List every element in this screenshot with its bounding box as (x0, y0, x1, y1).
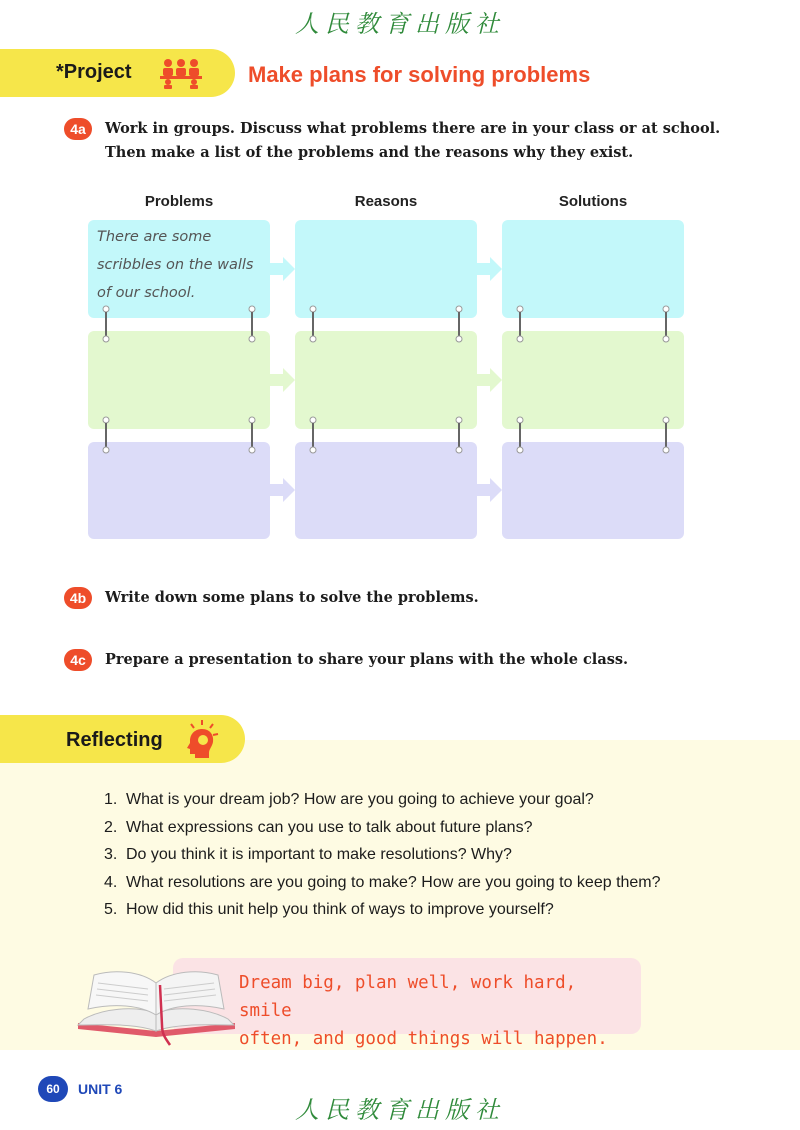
question-number: 5. (104, 901, 118, 918)
question-number: 1. (104, 791, 118, 808)
unit-label: UNIT 6 (78, 1081, 123, 1097)
reflection-question (104, 896, 661, 924)
column-header-reasons: Reasons (354, 193, 418, 210)
question-text: Do you think it is important to make resolutions? Why? (126, 846, 512, 863)
reflection-question (104, 814, 661, 842)
example-line: There are some (97, 229, 212, 245)
arrow-right-icon (476, 366, 502, 394)
binder-ring-icon (308, 415, 318, 455)
lightbulb-head-icon (182, 719, 220, 759)
binder-ring-icon (454, 415, 464, 455)
question-number: 3. (104, 846, 118, 863)
example-problem-text (97, 223, 267, 307)
solution-cell-2[interactable] (502, 331, 684, 429)
reflection-question (104, 841, 661, 869)
open-book-icon (74, 965, 239, 1047)
project-label: *Project (56, 61, 132, 83)
binder-ring-icon (454, 304, 464, 344)
binder-ring-icon (247, 415, 257, 455)
reason-cell-1[interactable] (295, 220, 477, 318)
column-header-solutions: Solutions (558, 193, 628, 210)
arrow-right-icon (269, 255, 295, 283)
group-work-icon (158, 57, 204, 89)
quote-line: often, and good things will happen. (239, 1029, 608, 1049)
example-line: of our school. (97, 285, 196, 301)
reflection-question (104, 786, 661, 814)
publisher-logo-bottom: 人民教育出版社 (295, 1096, 505, 1124)
solution-cell-3[interactable] (502, 442, 684, 539)
reflection-question-list (104, 786, 661, 924)
task-4c-text: Prepare a presentation to share your plans with the whole class. (105, 651, 629, 668)
binder-ring-icon (661, 415, 671, 455)
example-line: scribbles on the walls (97, 257, 254, 273)
question-number: 4. (104, 873, 118, 891)
question-number: 2. (104, 818, 118, 836)
arrow-right-icon (476, 476, 502, 504)
arrow-right-icon (269, 476, 295, 504)
quote-text (239, 969, 634, 1053)
binder-ring-icon (101, 415, 111, 455)
quote-line: Dream big, plan well, work hard, smile (239, 973, 577, 1021)
reason-cell-2[interactable] (295, 331, 477, 429)
arrow-right-icon (476, 255, 502, 283)
question-text: How did this unit help you think of ways to improve yourself? (126, 901, 554, 918)
binder-ring-icon (101, 304, 111, 344)
binder-ring-icon (515, 415, 525, 455)
problem-cell-3[interactable] (88, 442, 270, 539)
binder-ring-icon (247, 304, 257, 344)
page-number: 60 (38, 1076, 68, 1102)
solution-cell-1[interactable] (502, 220, 684, 318)
question-text: What resolutions are you going to make? How are you going to keep them? (126, 873, 661, 891)
reason-cell-3[interactable] (295, 442, 477, 539)
project-title: Make plans for solving problems (248, 62, 591, 87)
task-4c-badge: 4c (64, 649, 92, 671)
question-text: What is your dream job? How are you going to achieve your goal? (126, 791, 594, 808)
reflection-question (104, 869, 661, 897)
publisher-logo-top: 人民教育出版社 (295, 10, 505, 38)
binder-ring-icon (308, 304, 318, 344)
task-4b-badge: 4b (64, 587, 92, 609)
binder-ring-icon (515, 304, 525, 344)
task-4a-line1: Work in groups. Discuss what problems there are in your class or at school. (105, 120, 721, 137)
task-4a-badge: 4a (64, 118, 92, 140)
problem-cell-2[interactable] (88, 331, 270, 429)
question-text: What expressions can you use to talk about future plans? (126, 818, 533, 836)
task-4a-line2: Then make a list of the problems and the reasons why they exist. (105, 144, 634, 161)
arrow-right-icon (269, 366, 295, 394)
binder-ring-icon (661, 304, 671, 344)
column-header-problems: Problems (144, 193, 214, 210)
task-4b-text: Write down some plans to solve the problems. (105, 589, 479, 606)
reflecting-label: Reflecting (66, 729, 163, 751)
